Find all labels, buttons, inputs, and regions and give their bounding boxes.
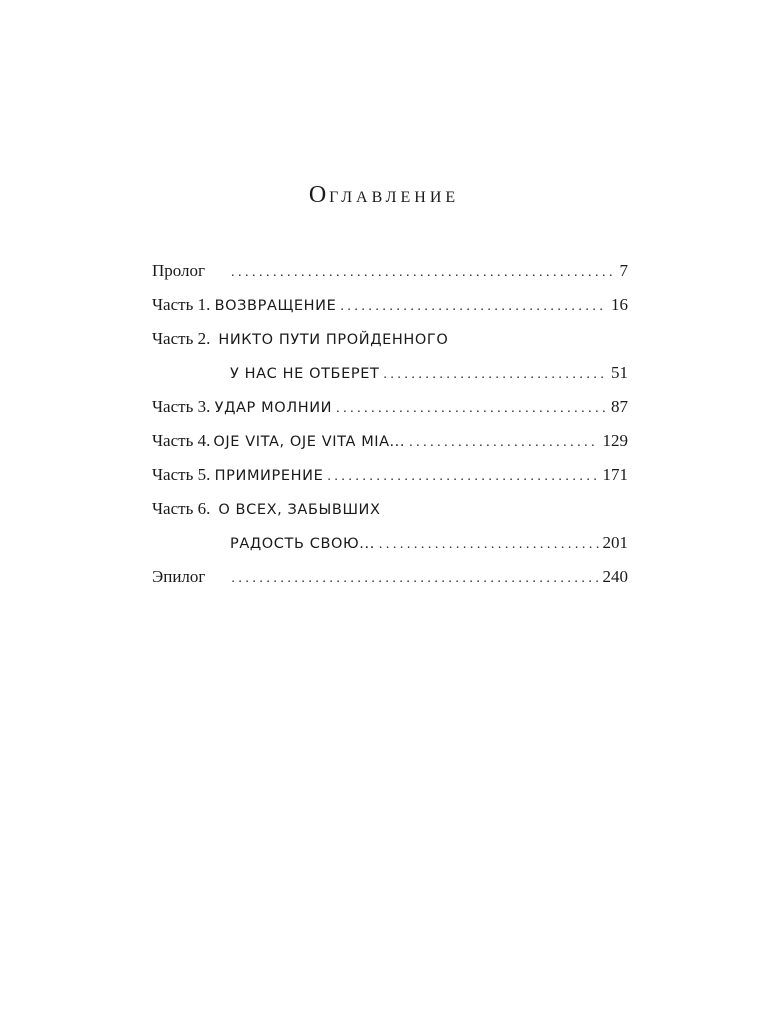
entry-title-continued: У НАС НЕ ОТБЕРЕТ xyxy=(230,366,380,382)
toc-line xyxy=(152,492,628,526)
entry-label: Часть 3. xyxy=(152,397,211,416)
entry-label: Часть 2. xyxy=(152,329,211,348)
entry-title: OJE VITA, OJE VITA MIA... xyxy=(213,434,406,450)
page-number: 201 xyxy=(602,533,628,552)
toc-heading xyxy=(0,182,768,209)
page-number: 51 xyxy=(611,363,628,382)
entry-label: Часть 4. xyxy=(152,431,211,450)
page-number: 87 xyxy=(611,397,628,416)
toc-line xyxy=(152,288,628,322)
entry-label: Часть 5. xyxy=(152,465,211,484)
dot-leader xyxy=(383,358,607,392)
dot-leader xyxy=(409,426,598,460)
toc-line xyxy=(152,458,628,492)
toc-heading-rest: ГЛАВЛЕНИЕ xyxy=(329,189,460,206)
entry-title: УДАР МОЛНИИ xyxy=(214,400,333,416)
page-number: 129 xyxy=(602,431,628,450)
toc-entry-part-2 xyxy=(152,322,628,390)
entry-label: Пролог xyxy=(152,261,206,280)
entry-title-continued: РАДОСТЬ СВОЮ... xyxy=(230,536,375,552)
toc-line xyxy=(152,560,628,594)
entry-title: ПРИМИРЕНИЕ xyxy=(214,468,324,484)
dot-leader xyxy=(231,256,615,290)
toc-entry-part-5 xyxy=(152,458,628,492)
toc-line-continued xyxy=(152,356,628,390)
dot-leader xyxy=(379,528,599,562)
page-number: 7 xyxy=(619,261,628,280)
toc-line xyxy=(152,322,628,356)
page-number: 240 xyxy=(602,567,628,586)
dot-leader xyxy=(327,460,598,494)
dot-leader xyxy=(231,562,598,596)
toc-entry-prologue xyxy=(152,254,628,288)
entry-title: ВОЗВРАЩЕНИЕ xyxy=(214,298,337,314)
dot-leader xyxy=(340,290,607,324)
toc-entry-part-1 xyxy=(152,288,628,322)
entry-title: О ВСЕХ, ЗАБЫВШИХ xyxy=(218,502,381,518)
toc-line-continued xyxy=(152,526,628,560)
toc-entry-part-4 xyxy=(152,424,628,458)
page-number: 171 xyxy=(602,465,628,484)
toc-entry-epilogue xyxy=(152,560,628,594)
entry-label: Часть 1. xyxy=(152,295,211,314)
entry-label: Эпилог xyxy=(152,567,206,586)
toc-line xyxy=(152,390,628,424)
page-number: 16 xyxy=(611,295,628,314)
toc-line xyxy=(152,254,628,288)
toc-entry-part-6 xyxy=(152,492,628,560)
entry-title: НИКТО ПУТИ ПРОЙДЕННОГО xyxy=(218,332,449,348)
entry-label: Часть 6. xyxy=(152,499,211,518)
toc-line xyxy=(152,424,628,458)
toc-entry-part-3 xyxy=(152,390,628,424)
table-of-contents xyxy=(152,254,628,594)
dot-leader xyxy=(336,392,607,426)
toc-heading-first-letter: О xyxy=(308,182,330,208)
